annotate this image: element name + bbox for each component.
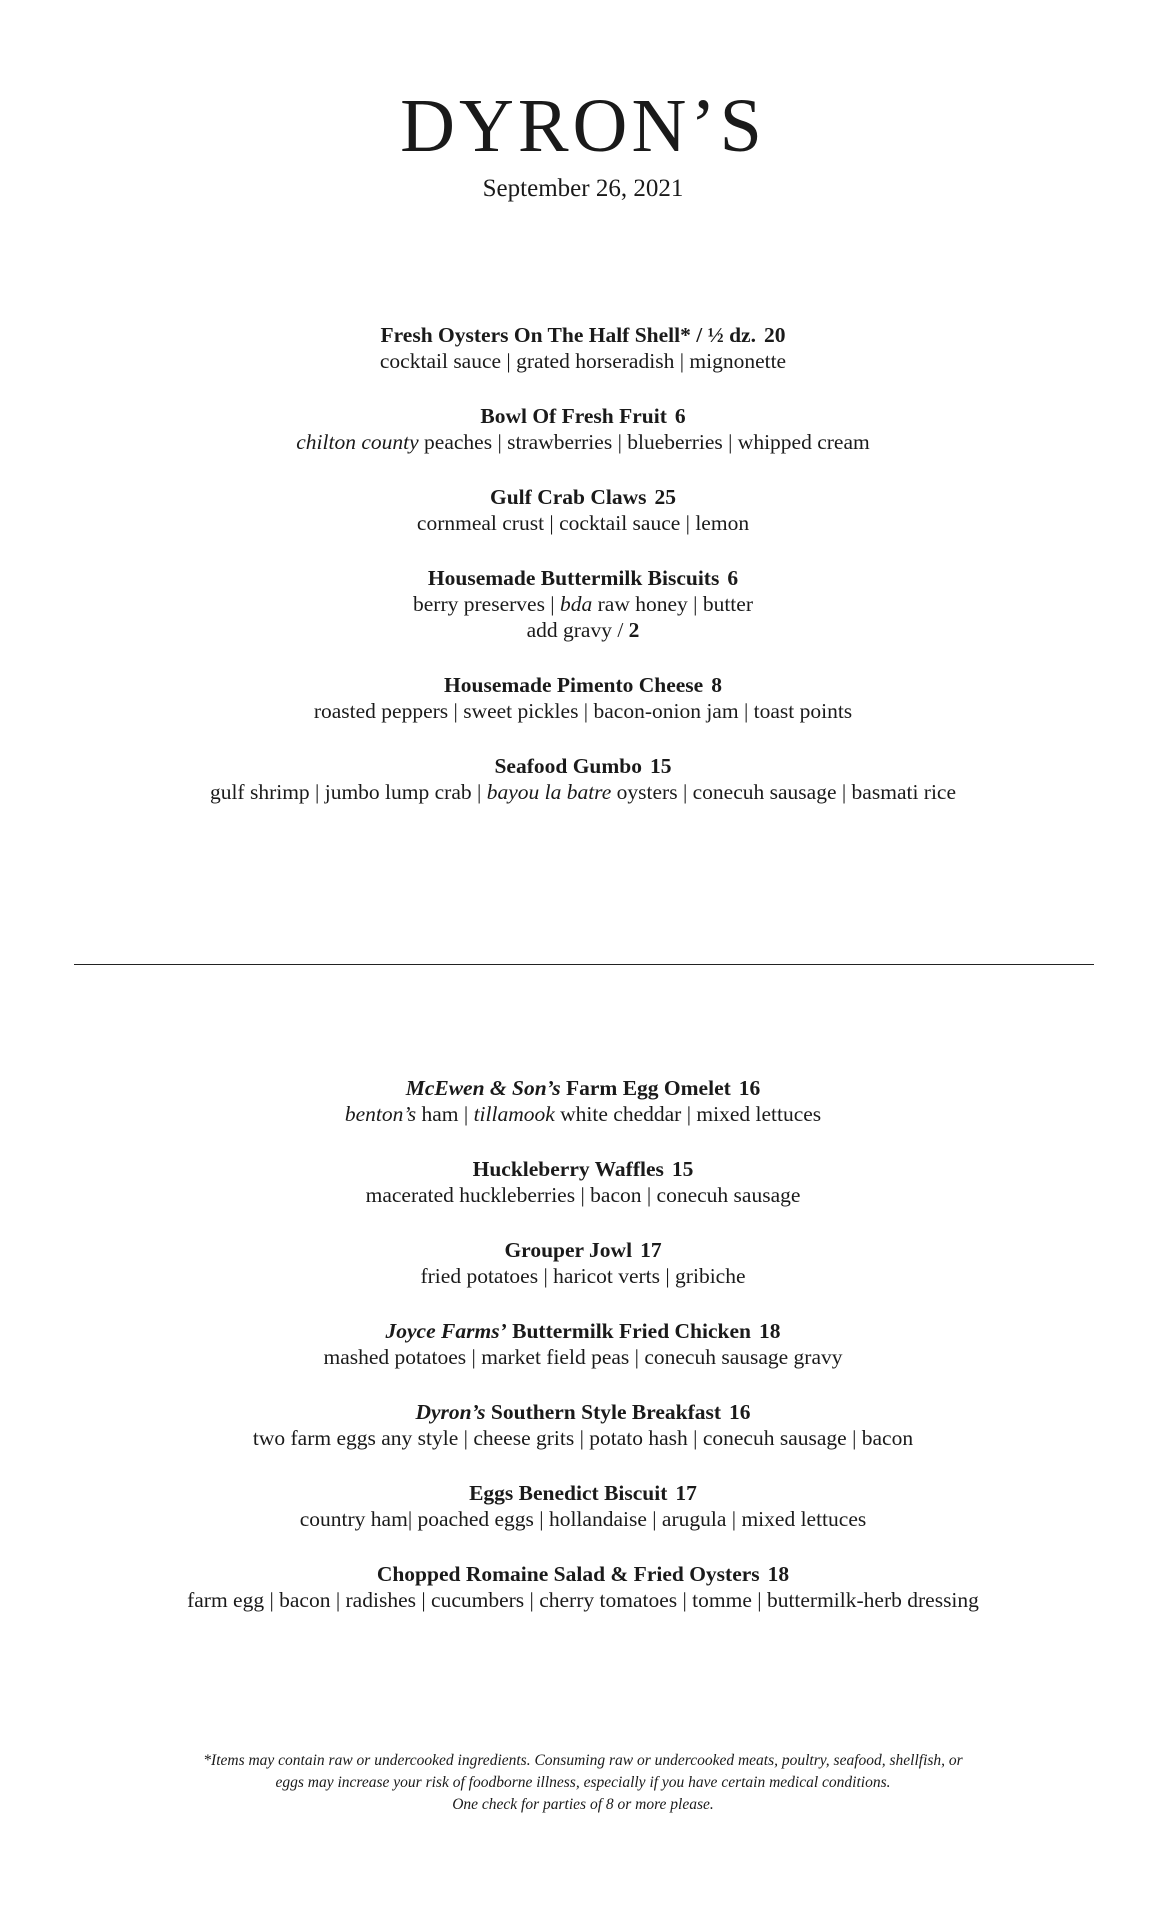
menu-item	[0, 1237, 1166, 1289]
item-name: Grouper Jowl 17	[504, 1238, 662, 1262]
menu-item	[0, 1480, 1166, 1532]
item-description: benton’s ham | tillamook white cheddar | mixed lettuces	[344, 1102, 822, 1126]
menu-item	[0, 1156, 1166, 1208]
item-description: farm egg | bacon | radishes | cucumbers | cherry tomatoes | tomme | buttermilk-herb dressing	[187, 1588, 979, 1612]
item-description: gulf shrimp | jumbo lump crab | bayou la batre oysters | conecuh sausage | basmati rice	[209, 780, 957, 804]
menu-item	[0, 484, 1166, 536]
item-description: cocktail sauce | grated horseradish | mignonette	[379, 349, 787, 373]
item-name: Housemade Buttermilk Biscuits 6	[427, 566, 739, 590]
item-price: 18	[758, 1319, 781, 1343]
item-price: 25	[654, 485, 676, 509]
menu-item	[0, 753, 1166, 805]
item-name: Huckleberry Waffles 15	[472, 1157, 694, 1181]
item-name: Gulf Crab Claws 25	[490, 485, 676, 509]
item-description: macerated huckleberries | bacon | conecuh sausage	[365, 1183, 801, 1207]
item-description: two farm eggs any style | cheese grits | potato hash | conecuh sausage | bacon	[252, 1426, 914, 1450]
menu-date: September 26, 2021	[482, 175, 684, 202]
menu-item	[0, 1561, 1166, 1613]
item-price: 16	[729, 1400, 751, 1424]
item-description: cornmeal crust | cocktail sauce | lemon	[416, 511, 750, 535]
item-name: Seafood Gumbo 15	[494, 754, 672, 778]
item-name: Housemade Pimento Cheese 8	[444, 673, 722, 697]
item-price: 17	[675, 1481, 697, 1505]
item-price: 17	[640, 1238, 662, 1262]
item-name: Bowl Of Fresh Fruit 6	[480, 404, 686, 428]
starters-section	[0, 322, 1166, 834]
restaurant-name: DYRON’S	[400, 84, 766, 168]
item-description: roasted peppers | sweet pickles | bacon-onion jam | toast points	[313, 699, 853, 723]
menu-item	[0, 403, 1166, 455]
item-price: 18	[767, 1562, 790, 1586]
item-price: 20	[763, 323, 786, 347]
item-price: 15	[671, 1157, 694, 1181]
menu-item	[0, 1318, 1166, 1370]
item-price: 15	[650, 754, 672, 778]
item-price: 6	[727, 566, 739, 590]
item-add-on: add gravy / 2	[526, 618, 640, 642]
disclaimer-line: One check for parties of 8 or more please.	[452, 1796, 714, 1813]
item-name: McEwen & Son’s Farm Egg Omelet 16	[405, 1076, 761, 1100]
menu-footer-disclaimer	[0, 1750, 1166, 1816]
item-name: Eggs Benedict Biscuit 17	[469, 1481, 697, 1505]
item-name: Joyce Farms’ Buttermilk Fried Chicken 18	[385, 1319, 781, 1343]
item-description: berry preserves | bda raw honey | butter	[413, 592, 753, 616]
disclaimer-line: eggs may increase your risk of foodborne illness, especially if you have certain medical conditions.	[275, 1774, 891, 1791]
mains-section	[0, 1075, 1166, 1642]
item-price: 8	[711, 673, 722, 697]
menu-item	[0, 672, 1166, 724]
menu-item	[0, 1399, 1166, 1451]
menu-item	[0, 322, 1166, 374]
section-divider	[74, 964, 1094, 965]
item-name: Fresh Oysters On The Half Shell* / ½ dz. 20	[380, 323, 786, 347]
item-name: Chopped Romaine Salad & Fried Oysters 18	[376, 1562, 790, 1586]
item-description: country ham| poached eggs | hollandaise | arugula | mixed lettuces	[299, 1507, 867, 1531]
menu-item	[0, 1075, 1166, 1127]
item-price: 6	[674, 404, 686, 428]
item-price: 16	[738, 1076, 761, 1100]
item-description: fried potatoes | haricot verts | gribiche	[420, 1264, 746, 1288]
item-description: chilton county peaches | strawberries | blueberries | whipped cream	[296, 430, 870, 454]
item-description: mashed potatoes | market field peas | conecuh sausage gravy	[323, 1345, 843, 1369]
disclaimer-line: *Items may contain raw or undercooked ingredients. Consuming raw or undercooked meats, poultry, seafood, shellfish, or	[203, 1752, 963, 1769]
item-name: Dyron’s Southern Style Breakfast 16	[415, 1400, 751, 1424]
menu-item	[0, 565, 1166, 643]
